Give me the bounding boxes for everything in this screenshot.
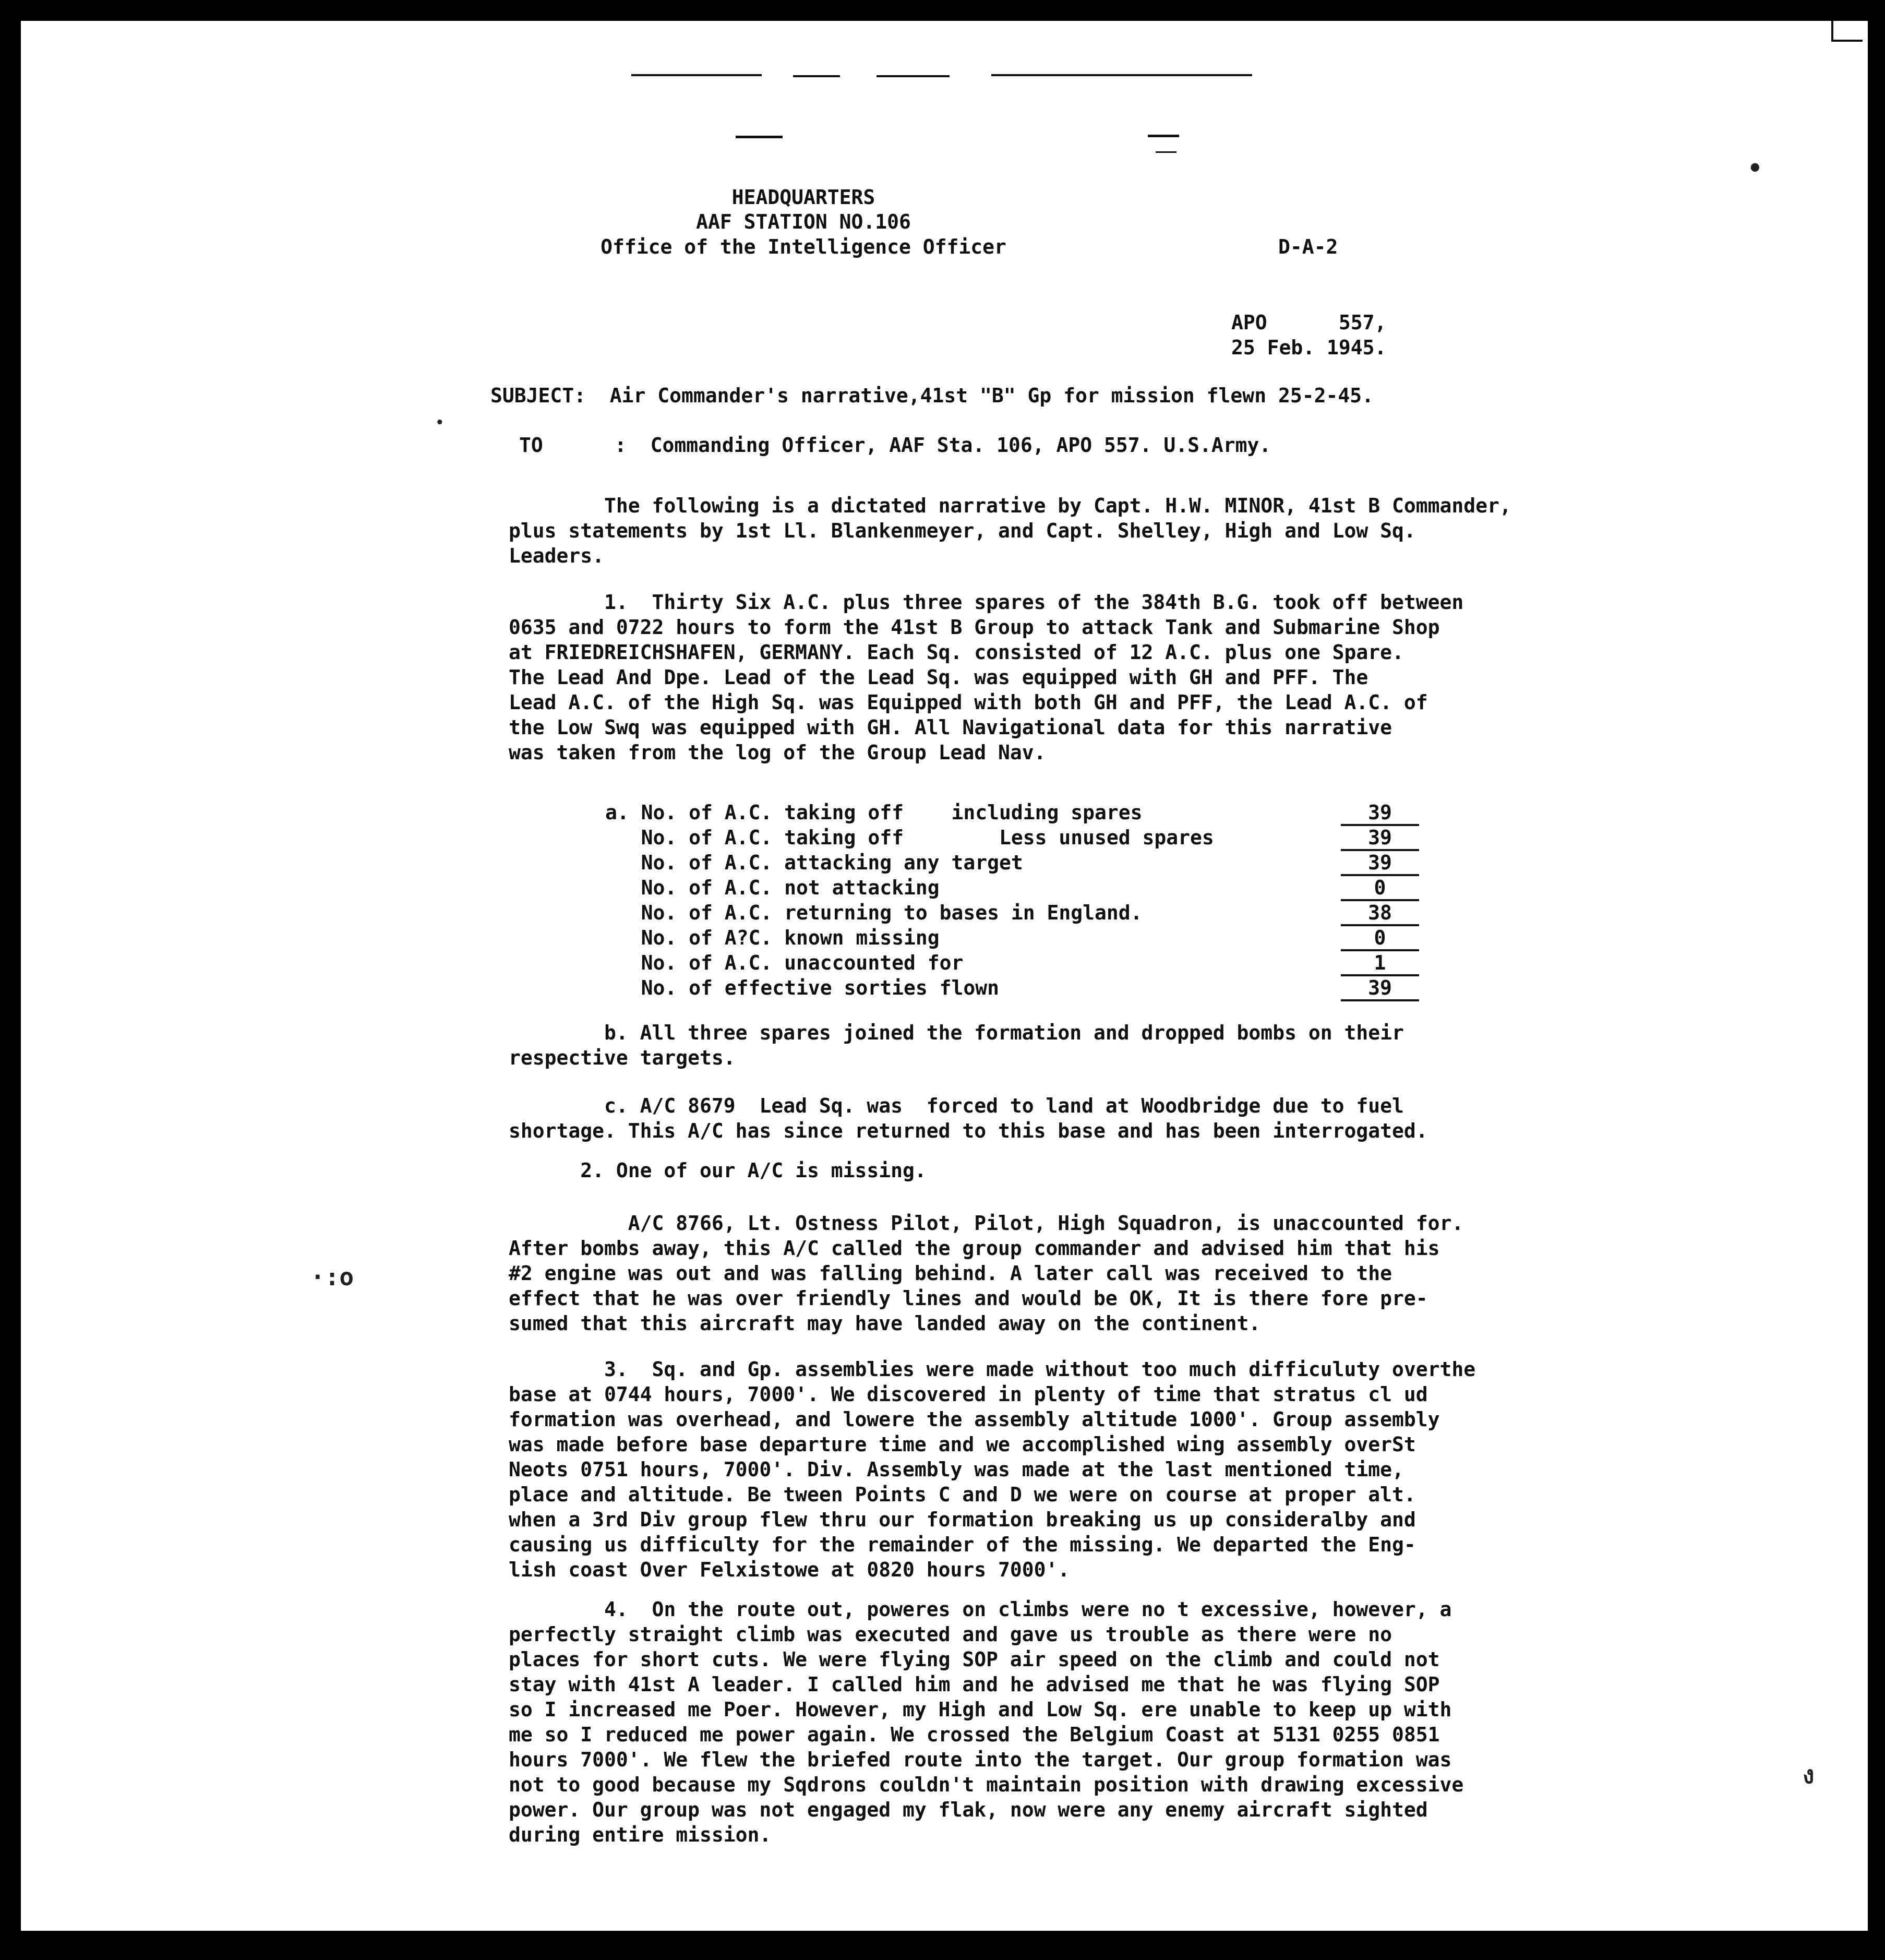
para4-line: places for short cuts. We were flying SOP air speed on the climb and could not [509,1648,1440,1671]
para4-line: 4. On the route out, poweres on climbs were no t excessive, however, a [509,1598,1452,1621]
para4-line: hours 7000'. We flew the briefed route into the target. Our group formation was [509,1748,1452,1771]
stat-label: No. of A.C. unaccounted for [605,951,964,974]
scan-mark-dash-right-2 [1156,151,1176,153]
scan-mark-top-line-4 [991,74,1252,76]
stat-row [605,951,1419,976]
stat-label: a. No. of A.C. taking off including spares [605,801,1143,824]
stat-row [605,901,1419,926]
stat-value: 38 [1341,901,1419,926]
paragraph-b [509,1020,1404,1070]
para4-line: stay with 41st A leader. I called him and he advised me that he was flying SOP [509,1673,1440,1696]
intro-line: The following is a dictated narrative by Capt. H.W. MINOR, 41st B Commander, [509,494,1511,517]
header-line-3: Office of the Intelligence Officer [601,235,1006,258]
header-line-2: AAF STATION NO.106 [696,210,911,233]
para1-line: at FRIEDREICHSHAFEN, GERMANY. Each Sq. consisted of 12 A.C. plus one Spare. [509,641,1404,664]
para3-line: lish coast Over Felxistowe at 0820 hours 7000'. [509,1558,1070,1581]
para2-line: After bombs away, this A/C called the group commander and advised him that his [509,1237,1440,1260]
para3-line: Neots 0751 hours, 7000'. Div. Assembly was made at the last mentioned time, [509,1458,1404,1481]
stat-row [605,926,1419,951]
para2-line: #2 engine was out and was falling behind. A later call was received to the [509,1262,1392,1285]
para-b-line: b. All three spares joined the formation and dropped bombs on their [509,1021,1404,1044]
stat-row [605,876,1419,901]
stat-label: No. of A.C. returning to bases in England. [605,901,1143,924]
header-line-1: HEADQUARTERS [731,186,875,209]
para1-line: 0635 and 0722 hours to form the 41st B Group to attack Tank and Submarine Shop [509,616,1440,639]
stat-value: 39 [1341,851,1419,876]
doc-code: D-A-2 [1278,235,1338,258]
para3-line: when a 3rd Div group flew thru our formation breaking us up consideralby and [509,1508,1416,1531]
para2-line: effect that he was over friendly lines and would be OK, It is there fore pre- [509,1287,1428,1310]
scan-mark-top-line [631,74,762,76]
apo-number: APO 557, [1231,311,1387,334]
para3-line: was made before base departure time and we accomplished wing assembly overSt [509,1433,1416,1456]
paragraph-2-title: 2. One of our A/C is missing. [509,1159,927,1182]
scan-dot-1: • [1748,154,1762,182]
document-date: 25 Feb. 1945. [1231,336,1387,359]
para-c-line: c. A/C 8679 Lead Sq. was forced to land at Woodbridge due to fuel [509,1094,1404,1117]
stat-label: No. of effective sorties flown [605,976,999,999]
para-b-line: respective targets. [509,1046,736,1069]
stat-label: No. of A.C. attacking any target [605,851,1023,874]
stat-row [605,851,1419,876]
para1-line: The Lead And Dpe. Lead of the Lead Sq. was equipped with GH and PFF. The [509,666,1368,689]
para2-line: sumed that this aircraft may have landed away on the continent. [509,1312,1261,1335]
para3-line: formation was overhead, and lowere the assembly altitude 1000'. Group assembly [509,1408,1440,1431]
stat-label: No. of A?C. known missing [605,926,940,949]
scan-mark-top-line-2 [793,75,840,77]
paragraph-2 [509,1211,1463,1336]
stat-value: 0 [1341,926,1419,951]
para3-line: base at 0744 hours, 7000'. We discovered in plenty of time that stratus cl ud [509,1383,1428,1406]
para3-line: 3. Sq. and Gp. assemblies were made without too much difficuluty overthe [509,1358,1476,1381]
para4-line: during entire mission. [509,1823,772,1846]
para4-line: me so I reduced me power again. We crossed the Belgium Coast at 5131 0255 0851 [509,1723,1440,1746]
para3-line: place and altitude. Be tween Points C and D we were on course at proper alt. [509,1483,1416,1506]
scan-mark-corner [1831,21,1833,42]
to-line: TO : Commanding Officer, AAF Sta. 106, APO 557. U.S.Army. [519,434,1271,457]
stat-value: 1 [1341,951,1419,976]
stat-row [605,826,1419,851]
scan-smudge-left: ·:o [310,1263,354,1291]
scan-mark-dash-left [736,136,783,138]
para1-line: the Low Swq was equipped with GH. All Navigational data for this narrative [509,716,1392,739]
stat-label: No. of A.C. taking off Less unused spares [605,826,1214,849]
intro-line: plus statements by 1st Ll. Blankenmeyer, and Capt. Shelley, High and Low Sq. [509,519,1416,542]
subject-line: SUBJECT: Air Commander's narrative,41st "B" Gp for mission flewn 25-2-45. [490,384,1374,407]
stat-value: 39 [1341,976,1419,1001]
para1-line: was taken from the log of the Group Lead Nav. [509,741,1046,764]
scan-mark-dash-right [1148,135,1179,137]
para4-line: not to good because my Sqdrons couldn't maintain position with drawing excessive [509,1773,1464,1796]
para4-line: perfectly straight climb was executed and gave us trouble as there were no [509,1623,1392,1646]
para4-line: so I increased me Poer. However, my High and Low Sq. ere unable to keep up with [509,1698,1452,1721]
scan-mark-top-line-3 [877,75,950,77]
paragraph-c [509,1093,1428,1143]
stat-row [605,801,1419,826]
paragraph-1 [509,590,1463,765]
para3-line: causing us difficulty for the remainder of the missing. We departed the Eng- [509,1533,1416,1556]
stat-value: 39 [1341,826,1419,851]
document-page [21,21,1868,1931]
scan-dot-2: • [436,415,444,431]
scan-mark-corner-2 [1831,40,1863,42]
stat-row [605,976,1419,1001]
intro-paragraph [509,493,1511,568]
stat-value: 39 [1341,801,1419,826]
para1-line: 1. Thirty Six A.C. plus three spares of the 384th B.G. took off between [509,591,1464,614]
para1-line: Lead A.C. of the High Sq. was Equipped with both GH and PFF, the Lead A.C. of [509,691,1428,714]
stat-label: No. of A.C. not attacking [605,876,940,899]
stat-value: 0 [1341,876,1419,901]
para-c-line: shortage. This A/C has since returned to this base and has been interrogated. [509,1119,1428,1142]
para2-line: A/C 8766, Lt. Ostness Pilot, Pilot, High Squadron, is unaccounted for. [509,1212,1464,1235]
intro-line: Leaders. [509,544,605,567]
paragraph-3 [509,1357,1475,1582]
para4-line: power. Our group was not engaged my flak, now were any enemy aircraft sighted [509,1798,1428,1821]
scan-smudge-right: ง [1803,1761,1815,1789]
paragraph-4 [509,1597,1463,1847]
